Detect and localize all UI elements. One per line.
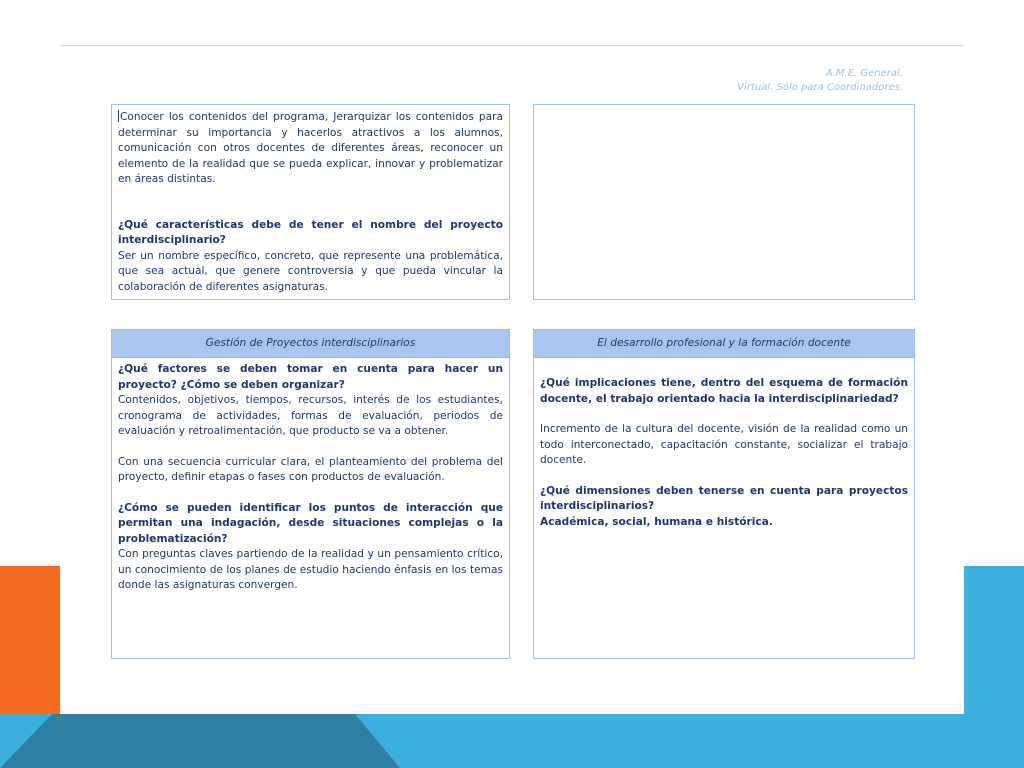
implications-question: ¿Qué implicaciones tiene, dentro del esquema de formación docente, el trabajo orientado hacia la interdisciplinariedad? xyxy=(540,377,908,405)
header-note xyxy=(737,67,903,95)
professional-development-box xyxy=(533,329,915,659)
teal-decor-shape xyxy=(0,714,400,768)
project-management-box xyxy=(111,329,510,659)
interaction-question: ¿Cómo se pueden identificar los puntos de interacción que permitan una indagación, desde situaciones complejas o la problematización? xyxy=(118,501,503,545)
header-line-2: Virtual. Sólo para Coordinadores. xyxy=(737,82,903,93)
header-line-1: A.M.E. General. xyxy=(825,68,903,79)
factors-question: ¿Qué factores se deben tomar en cuenta para hacer un proyecto? ¿Cómo se deben organizar? xyxy=(118,363,503,391)
intro-paragraph: Conocer los contenidos del programa, Jerarquizar los contenidos para determinar su importancia y hacerlos atractivos a los alumnos, comunicación con otros docentes de diferentes áreas, reconocer un elemento de la realidad que se pueda explicar, innovar y problematizar en áreas distintas. xyxy=(118,111,503,185)
interaction-answer: Con preguntas claves partiendo de la realidad y un pensamiento crítico, un conocimiento de los planes de estudio haciendo énfasis en los temas donde las asignaturas convergen. xyxy=(118,548,503,591)
dimensions-answer: Académica, social, humana e histórica. xyxy=(540,515,773,528)
dimensions-question: ¿Qué dimensiones deben tenerse en cuenta para proyectos interdisciplinarios? xyxy=(540,484,908,512)
top-left-box xyxy=(111,104,510,300)
implications-answer: Incremento de la cultura del docente, visión de la realidad como un todo interconectado, capacitación constante, socializar el trabajo docente. xyxy=(540,423,908,466)
factors-answer: Contenidos, objetivos, tiempos, recursos, interés de los estudiantes, cronograma de actividades, formas de evaluación, periodos de evaluación y retroalimentación, que producto se va a obtener. xyxy=(118,394,503,437)
factors-answer-continued: Con una secuencia curricular clara, el planteamiento del problema del proyecto, definir etapas o fases con productos de evaluación. xyxy=(118,455,503,483)
professional-development-title: El desarrollo profesional y la formación docente xyxy=(534,330,914,358)
project-name-answer: Ser un nombre específico, concreto, que represente una problemática, que sea actual, que genere controversia y que pueda vincular la colaboración de diferentes asignaturas. xyxy=(118,249,503,293)
top-right-box xyxy=(533,104,915,300)
project-management-title: Gestión de Proyectos interdisciplinarios xyxy=(112,330,509,358)
text-cursor xyxy=(118,110,119,122)
top-divider xyxy=(60,45,964,46)
project-name-question: ¿Qué características debe de tener el nombre del proyecto interdisciplinario? xyxy=(118,218,503,246)
